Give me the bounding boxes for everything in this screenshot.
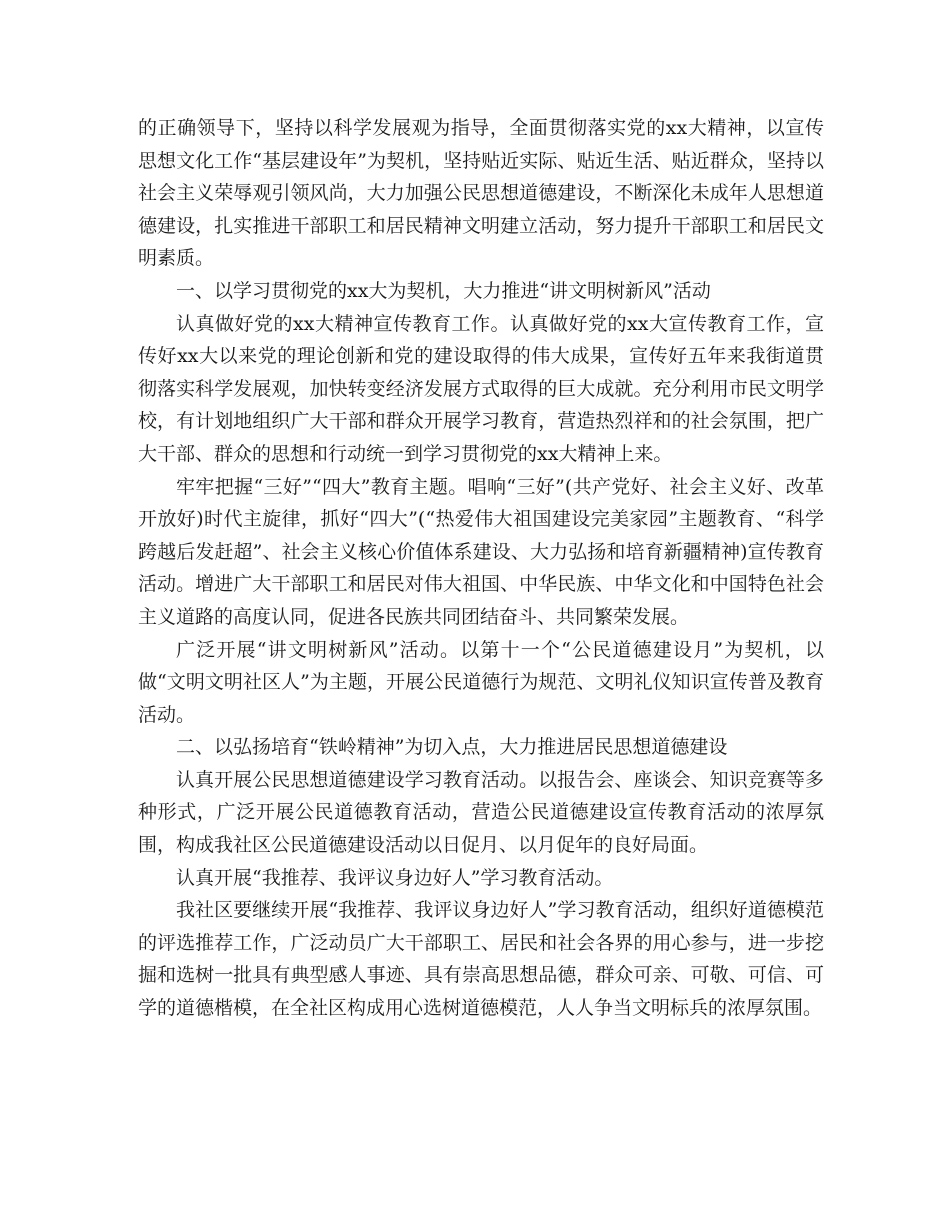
paragraph-civility-campaign: 广泛开展“讲文明树新风”活动。以第十一个“公民道德建设月”为契机，以做“文明文明社区人”为主题，开展公民道德行为规范、文明礼仪知识宣传普及教育活动。	[138, 638, 824, 726]
paragraph-good-people-detail: 我社区要继续开展“我推荐、我评议身边好人”学习教育活动，组织好道德模范的评选推荐工作，广泛动员广大干部职工、居民和社会各界的用心参与，进一步挖掘和选树一批具有典型感人事迹、具有崇高思想品德，群众可亲、可敬、可信、可学的道德楷模，在全社区构成用心选树道德模范，人人争当文明标兵的浓厚氛围。	[138, 899, 824, 1020]
paragraph-three-good-four-big: 牢牢把握“三好”“四大”教育主题。唱响“三好”(共产党好、社会主义好、改革开放好)时代主旋律，抓好“四大”(“热爱伟大祖国建设完美家园”主题教育、“科学跨越后发赶超”、社会主义核心价值体系建设、大力弘扬和培育新疆精神)宣传教育活动。增进广大干部职工和居民对伟大祖国、中华民族、中华文化和中国特色社会主义道路的高度认同，促进各民族共同团结奋斗、共同繁荣发展。	[138, 475, 824, 628]
section-heading-1: 一、以学习贯彻党的xx大为契机，大力推进“讲文明树新风”活动	[176, 279, 711, 302]
paragraph-congress-education: 认真做好党的xx大精神宣传教育工作。认真做好党的xx大宣传教育工作，宣传好xx大以来党的理论创新和党的建设取得的伟大成果，宣传好五年来我街道贯彻落实科学发展观，加快转变经济发展方式取得的巨大成就。充分利用市民文明学校，有计划地组织广大干部和群众开展学习教育，营造热烈祥和的社会氛围，把广大干部、群众的思想和行动统一到学习贯彻党的xx大精神上来。	[138, 312, 824, 465]
paragraph-opening: 的正确领导下，坚持以科学发展观为指导，全面贯彻落实党的xx大精神，以宣传思想文化工作“基层建设年”为契机，坚持贴近实际、贴近生活、贴近群众，坚持以社会主义荣辱观引领风尚，大力加强公民思想道德建设，不断深化未成年人思想道德建设，扎实推进干部职工和居民精神文明建立活动，努力提升干部职工和居民文明素质。	[138, 117, 824, 270]
document-body	[138, 112, 824, 1025]
section-heading-2: 二、以弘扬培育“铁岭精神”为切入点，大力推进居民思想道德建设	[176, 736, 728, 759]
paragraph-moral-education: 认真开展公民思想道德建设学习教育活动。以报告会、座谈会、知识竞赛等多种形式，广泛开展公民道德教育活动，营造公民道德建设宣传教育活动的浓厚氛围，构成我社区公民道德建设活动以日促月、以月促年的良好局面。	[138, 768, 824, 857]
paragraph-good-people-heading: 认真开展“我推荐、我评议身边好人”学习教育活动。	[176, 866, 614, 889]
